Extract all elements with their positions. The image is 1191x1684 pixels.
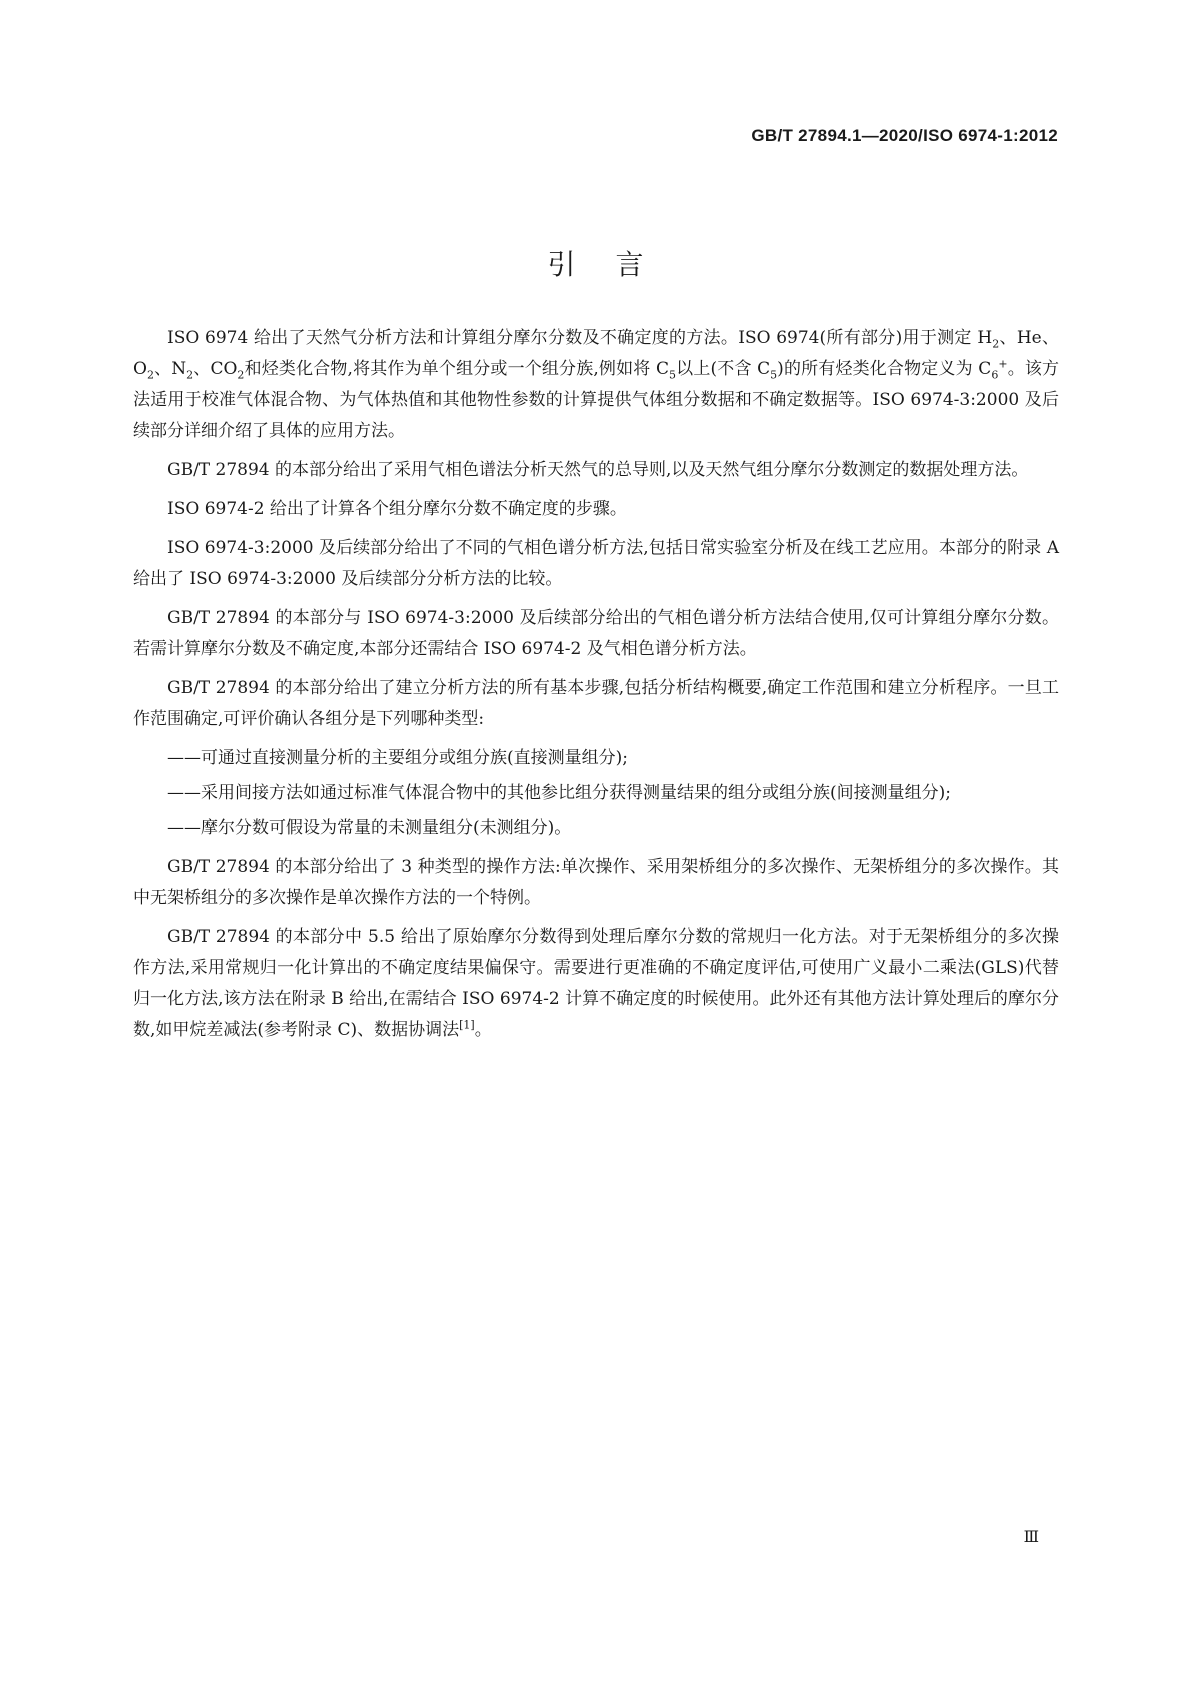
paragraph-1: ISO 6974 给出了天然气分析方法和计算组分摩尔分数及不确定度的方法。ISO 6974(所有部分)用于测定 $H_2$、He、$O_2$、$N_2$、$CO_2$和烃类化合物,将其作为单个组分或一个组分族,例如将 $C_5$以上(不含 $C_5$)的所有烃类化合物定义为 $C_6^+$。该方法适用于校准气体混合物、为气体热值和其他物性参数的计算提供气体组分数据和不确定数据等。ISO 6974-3:2000 及后续部分详细介绍了具体的应用方法。	[133, 328, 1060, 441]
paragraph-5: GB/T 27894 的本部分与 ISO 6974-3:2000 及后续部分给出的气相色谱分析方法结合使用,仅可计算组分摩尔分数。若需计算摩尔分数及不确定度,本部分还需结合 ISO 6974-2 及气相色谱分析方法。	[133, 608, 1059, 659]
paragraph-6: GB/T 27894 的本部分给出了建立分析方法的所有基本步骤,包括分析结构概要,确定工作范围和建立分析程序。一旦工作范围确定,可评价确认各组分是下列哪种类型:	[133, 678, 1059, 729]
paragraph-7: GB/T 27894 的本部分给出了 3 种类型的操作方法:单次操作、采用架桥组分的多次操作、无架桥组分的多次操作。其中无架桥组分的多次操作是单次操作方法的一个特例。	[133, 857, 1059, 908]
paragraph-4: ISO 6974-3:2000 及后续部分给出了不同的气相色谱分析方法,包括日常实验室分析及在线工艺应用。本部分的附录 A 给出了 ISO 6974-3:2000 及后续部分分析方法的比较。	[133, 538, 1059, 589]
page-title: 引言	[547, 247, 684, 281]
reference-mark: [1]	[459, 1018, 475, 1032]
paragraph-2: GB/T 27894 的本部分给出了采用气相色谱法分析天然气的总导则,以及天然气组分摩尔分数测定的数据处理方法。	[167, 460, 1029, 480]
list-item: ——摩尔分数可假设为常量的未测量组分(未测组分)。	[167, 818, 572, 838]
list-item: ——采用间接方法如通过标准气体混合物中的其他参比组分获得测量结果的组分或组分族(间接测量组分);	[167, 783, 951, 803]
paragraph-8: GB/T 27894 的本部分中 5.5 给出了原始摩尔分数得到处理后摩尔分数的常规归一化方法。对于无架桥组分的多次操作方法,采用常规归一化计算出的不确定度结果偏保守。需要进行更准确的不确定度评估,可使用广义最小二乘法(GLS)代替归一化方法,该方法在附录 B 给出,在需结合 ISO 6974-2 计算不确定度的时候使用。此外还有其他方法计算处理后的摩尔分数,如甲烷差减法(参考附录 C)、数据协调法[1]。	[133, 927, 1059, 1040]
list-item: ——可通过直接测量分析的主要组分或组分族(直接测量组分);	[167, 748, 628, 768]
document-body	[133, 323, 1059, 1054]
page-number: Ⅲ	[1023, 1527, 1039, 1546]
paragraph-3: ISO 6974-2 给出了计算各个组分摩尔分数不确定度的步骤。	[167, 499, 627, 519]
standard-code: GB/T 27894.1—2020/ISO 6974-1:2012	[751, 126, 1058, 145]
